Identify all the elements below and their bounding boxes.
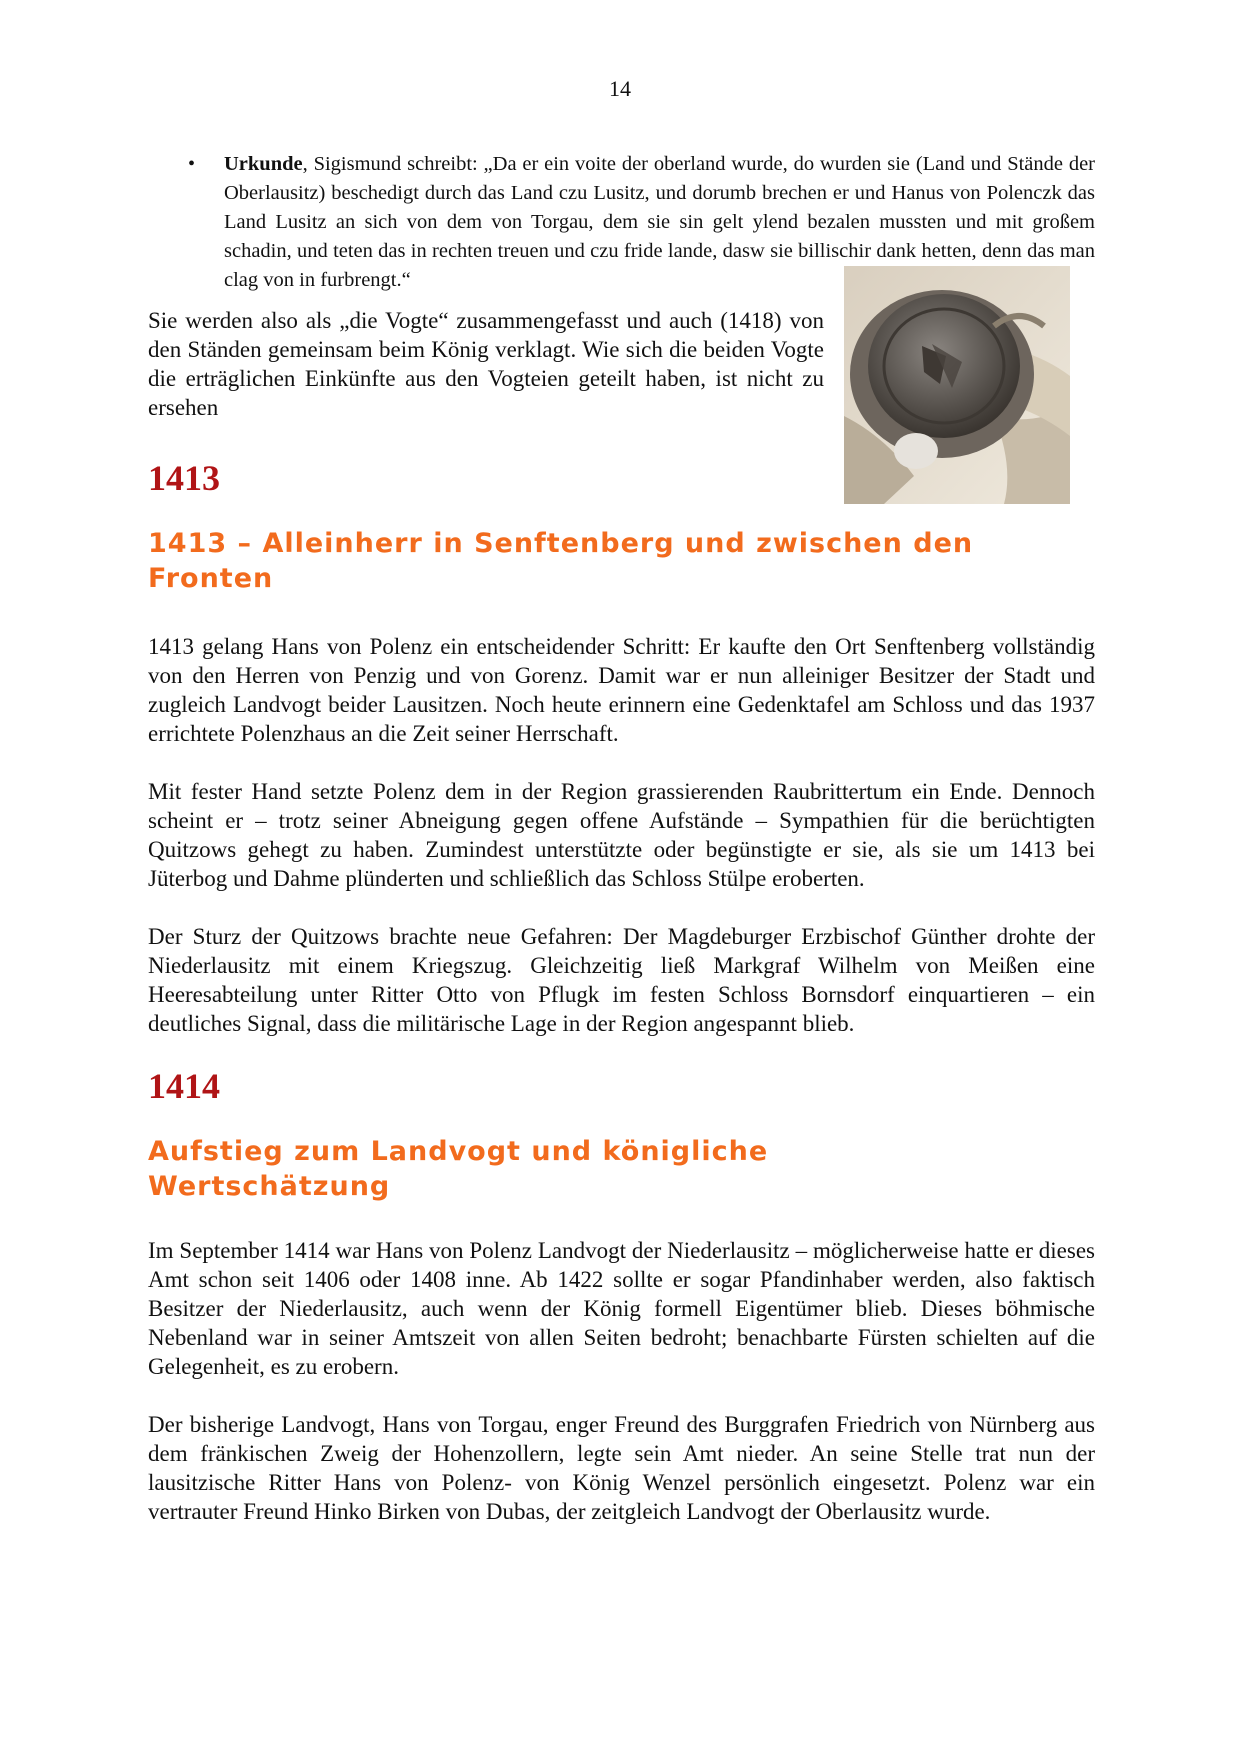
bullet-dot-icon: • [188, 153, 196, 175]
intro-paragraph: Sie werden also als „die Vogte“ zusammengefasst und auch (1418) von den Ständen gemeinsam beim König verklagt. Wie sich die beiden Vogte die erträglichen Einkünfte aus den Vogteien geteilt haben, ist nicht zu ersehen [148, 308, 824, 420]
paragraph: Der bisherige Landvogt, Hans von Torgau, enger Freund des Burggrafen Friedrich von Nürnberg aus dem fränkischen Zweig der Hohenzollern, legte sein Amt nieder. An seine Stelle trat nun der lausitzische Ritter Hans von Polenz- von König Wenzel persönlich eingesetzt. Polenz war ein vertrauter Freund Hinko Birken von Dubas, der zeitgleich Landvogt der Oberlausitz wurde. [148, 1412, 1095, 1524]
intro-section [148, 306, 1095, 422]
paragraph: 1413 gelang Hans von Polenz ein entscheidender Schritt: Er kaufte den Ort Senftenberg vollständig von den Herren von Penzig und von Gorenz. Damit war er nun alleiniger Besitzer der Stadt und zugleich Landvogt beider Lausitzen. Noch heute erinnern eine Gedenktafel am Schloss und das 1937 errichtete Polenzhaus an die Zeit seiner Herrschaft. [148, 634, 1095, 746]
section-subheading: 1413 – Alleinherr in Senftenberg und zwischen den Fronten [148, 528, 974, 594]
wax-seal-photo [844, 266, 1070, 504]
bullet-lead: Urkunde [224, 153, 303, 175]
paragraph: Mit fester Hand setzte Polenz dem in der Region grassierenden Raubrittertum ein Ende. Dennoch scheint er – trotz seiner Abneigung gegen offene Aufstände – Sympathien für die berüchtigten Quitzows gehegt zu haben. Zumindest unterstützte oder begünstigte er sie, als sie um 1413 bei Jüterbog und Dahme plünderten und schließlich das Schloss Stülpe eroberten. [148, 779, 1095, 891]
paragraph: Im September 1414 war Hans von Polenz Landvogt der Niederlausitz – möglicherweise hatte er dieses Amt schon seit 1406 oder 1408 inne. Ab 1422 sollte er sogar Pfandinhaber werden, also faktisch Besitzer der Niederlausitz, auch wenn der König formell Eigentümer blieb. Dieses böhmische Nebenland war in seiner Amtszeit von allen Seiten bedroht; benachbarte Fürsten schielten auf die Gelegenheit, es zu erobern. [148, 1238, 1095, 1379]
section-1414 [148, 1066, 1095, 1526]
section-subheading: Aufstieg zum Landvogt und königliche Wertschätzung [148, 1136, 769, 1202]
section-1413 [148, 458, 1095, 1038]
page-number: 14 [609, 76, 631, 101]
paragraph: Der Sturz der Quitzows brachte neue Gefahren: Der Magdeburger Erzbischof Günther drohte der Niederlausitz mit einem Kriegszug. Gleichzeitig ließ Markgraf Wilhelm von Meißen eine Heeresabteilung unter Ritter Otto von Pflugk im festen Schloss Bornsdorf einquartieren – ein deutliches Signal, dass die militärische Lage in der Region angespannt blieb. [148, 924, 1095, 1036]
year-heading: 1414 [148, 1066, 220, 1106]
year-heading: 1413 [148, 458, 220, 498]
page-content [148, 150, 1095, 1526]
bullet-text: , Sigismund schreibt: „Da er ein voite der oberland wurde, do wurden sie (Land und Stände der Oberlausitz) beschedigt durch das Land czu Lusitz, und dorumb brechen er und Hanus von Polenczk das Land Lusitz an sich von dem von Torgau, dem sie sin gelt ylend bezalen mussten und mit großem schadin, und teten das in rechten treuen und czu fride lande, dasw sie billischir dank hetten, denn das man clag von in furbrengt.“ [224, 153, 1095, 291]
